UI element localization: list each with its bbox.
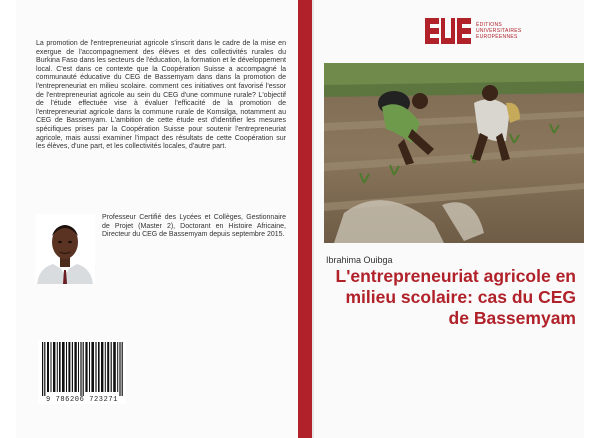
publisher-line-3: EUROPÉENNES <box>476 34 518 40</box>
eue-logo-icon <box>424 16 472 46</box>
isbn-number: 9 786206 723271 <box>45 396 118 404</box>
publisher-line-1: ÉDITIONS <box>476 22 503 28</box>
publisher-line-2: UNIVERSITAIRES <box>476 28 522 34</box>
front-cover <box>314 0 584 438</box>
book-cover <box>16 0 584 438</box>
back-cover-blurb: La promotion de l'entrepreneuriat agricole s'inscrit dans le cadre de la mise en exergue de l'accompagnement des élèves et des collectivités rurales du Burkina Faso dans les secteurs de l'éducation, la formation et le développement local. C'est dans ce contexte que la Coopération Suisse a accompagné la communauté éducative du CEG de Bassemyam dans dans la promotion de l'entrepreneuriat en milieu scolaire. comment ces initiatives ont favorisé l'essor de l'entrepreneuriat agricole au sein du CEG d'une commune rurale? L'objectif de l'étude effectuée vise à évaluer l'efficacité de la promotion de l'entrepreneuriat agricole dans la commune rurale de Komsilga, notamment au CEG de Bassemyam. L'ambition de cette étude est d'identifier les mesures spécifiques prises par la Coopération Suisse pour soutenir l'entrepreneuriat agricole, mais aussi examiner l'impact des résultats de cette Coopération sur les élèves, d'une part, et les collectivités locales, d'autre part. <box>36 40 286 151</box>
author-photo <box>35 214 95 284</box>
book-title: L'entrepreneuriat agricole en milieu scolaire: cas du CEG de Bassemyam <box>335 266 576 328</box>
cover-photo-students-farming <box>324 63 584 243</box>
publisher-name <box>476 22 522 40</box>
isbn-barcode <box>38 340 126 404</box>
front-author-name: Ibrahima Ouibga <box>326 255 393 265</box>
back-cover <box>16 0 298 438</box>
author-bio: Professeur Certifié des Lycées et Collèges, Gestionnaire de Projet (Master 2), Doctorant en Histoire Africaine, Directeur du CEG de Bassemyam depuis septembre 2015. <box>102 214 286 238</box>
spine <box>298 0 312 438</box>
publisher-logo <box>424 16 574 46</box>
